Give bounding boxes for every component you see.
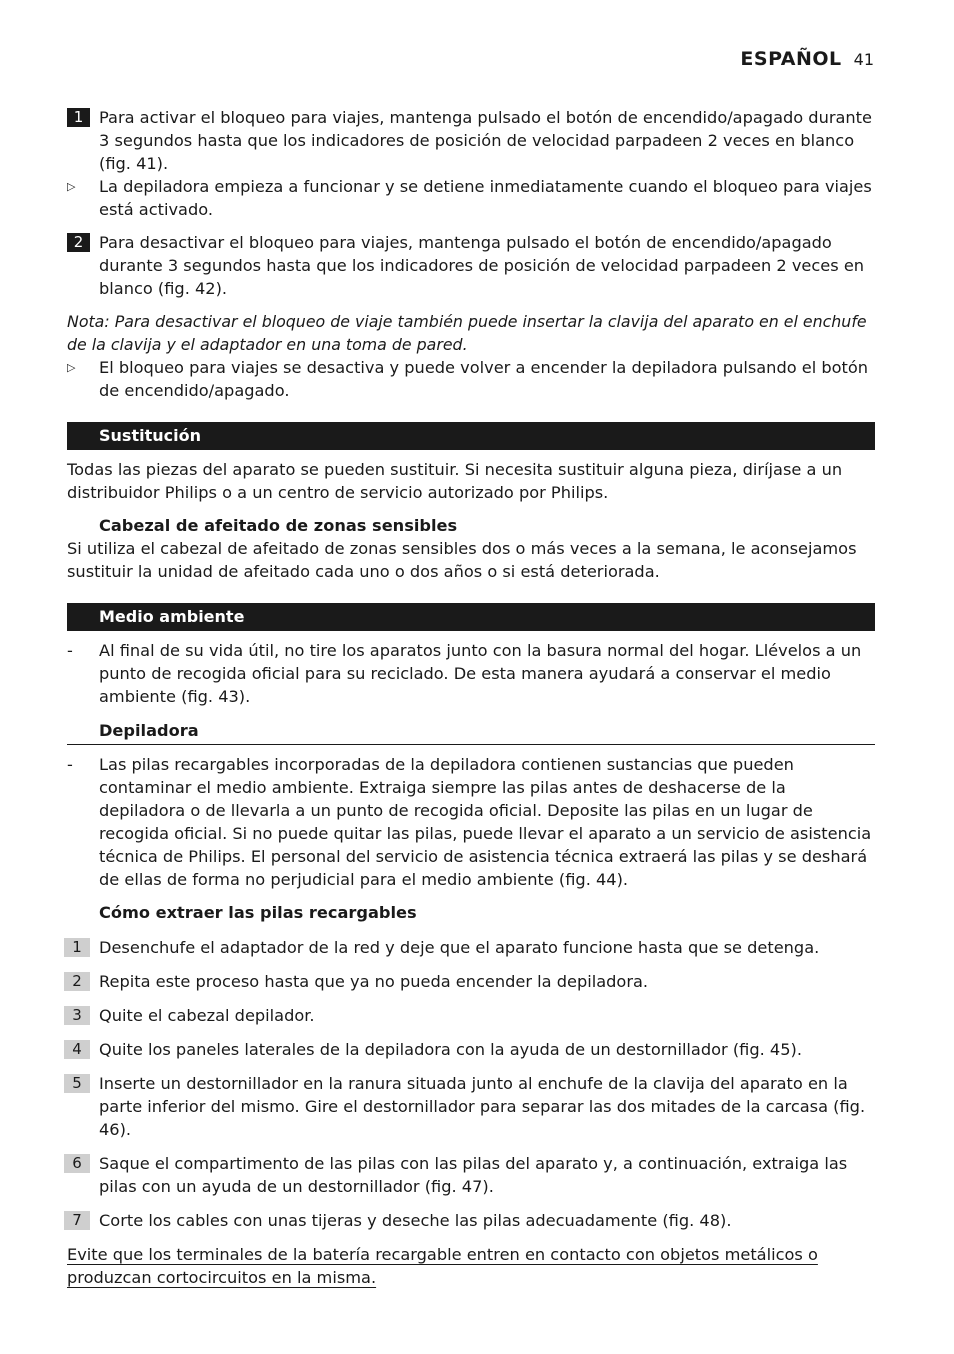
page-content [67, 106, 875, 1289]
step-text: Corte los cables con unas tijeras y deseche las pilas adecuadamente (fig. 48). [99, 1211, 732, 1230]
step-text: Repita este proceso hasta que ya no pueda encender la depiladora. [99, 972, 649, 991]
step-text: Para desactivar el bloqueo para viajes, mantenga pulsado el botón de encendido/apagado durante 3 segundos hasta que los indicadores de posición de velocidad parpadeen 2 veces en blanco (fig. 42). [99, 233, 865, 298]
cabezal-text: Si utiliza el cabezal de afeitado de zonas sensibles dos o más veces a la semana, le aconsejamos sustituir la unidad de afeitado cada uno o dos años o si está deteriorada. [67, 539, 857, 581]
step-text: Para activar el bloqueo para viajes, mantenga pulsado el botón de encendido/apagado durante 3 segundos hasta que los indicadores de posición de velocidad parpadeen 2 veces en blanco (fig. 41). [99, 108, 872, 173]
step-battery-6 [67, 1152, 875, 1198]
result-travel-lock-1 [67, 175, 875, 221]
page-header [740, 48, 874, 70]
step-battery-1 [67, 936, 875, 959]
subheading-cabezal: Cabezal de afeitado de zonas sensibles [99, 516, 458, 535]
subheading-depiladora: Depiladora [67, 719, 875, 745]
sustitucion-intro: Todas las piezas del aparato se pueden sustituir. Si necesita sustituir alguna pieza, diríjase a un distribuidor Philips o a un centro de servicio autorizado por Philips. [67, 460, 843, 502]
step-number: 4 [64, 1040, 90, 1059]
step-battery-4 [67, 1038, 875, 1061]
note-text: Nota: Para desactivar el bloqueo de viaje también puede insertar la clavija del aparato en el enchufe de la clavija y el adaptador en una toma de pared. [67, 312, 867, 354]
step-battery-3 [67, 1004, 875, 1027]
language-label: ESPAÑOL [740, 48, 842, 70]
step-text: Quite los paneles laterales de la depiladora con la ayuda de un destornillador (fig. 45). [99, 1040, 802, 1059]
step-battery-2 [67, 970, 875, 993]
step-text: Quite el cabezal depilador. [99, 1006, 315, 1025]
step-number: 2 [67, 233, 90, 252]
warning-text: Evite que los terminales de la batería recargable entren en contacto con objetos metálicos o produzcan cortocircuitos en la misma. [67, 1245, 818, 1287]
step-battery-7 [67, 1209, 875, 1232]
result-text: La depiladora empieza a funcionar y se detiene inmediatamente cuando el bloqueo para viajes está activado. [99, 177, 872, 219]
step-number: 3 [64, 1006, 90, 1025]
step-text: Inserte un destornillador en la ranura situada junto al enchufe de la clavija del aparato en la parte inferior del mismo. Gire el destornillador para separar las dos mitades de la carcasa (fig. 46). [99, 1074, 866, 1139]
step-number: 7 [64, 1211, 90, 1230]
list-item-text: Al final de su vida útil, no tire los aparatos junto con la basura normal del hogar. Llévelos a un punto de recogida oficial para su reciclado. De esta manera ayudará a conservar el medio ambiente (fig. 43). [99, 641, 862, 706]
section-heading-sustitucion: Sustitución [67, 422, 875, 450]
step-number: 1 [64, 938, 90, 957]
dash-marker: - [67, 641, 73, 660]
result-travel-lock-2 [67, 356, 875, 402]
list-item-text: Las pilas recargables incorporadas de la depiladora contienen sustancias que pueden contaminar el medio ambiente. Extraiga siempre las pilas antes de deshacerse de la depiladora o de llevarla a un punto de recogida oficial. Deposite las pilas en un lugar de recogida oficial. Si no puede quitar las pilas, puede llevar el aparato a un servicio de asistencia técnica de Philips. El personal del servicio de asistencia técnica extraerá las pilas y se deshará de ellas de forma no perjudicial para el medio ambiente (fig. 44). [99, 755, 872, 889]
list-item-reciclado [67, 639, 875, 708]
step-number: 5 [64, 1074, 90, 1093]
result-text: El bloqueo para viajes se desactiva y puede volver a encender la depiladora pulsando el botón de encendido/apagado. [99, 358, 869, 400]
step-number: 1 [67, 108, 90, 127]
triangle-bullet-icon: ▷ [67, 361, 76, 374]
step-text: Saque el compartimento de las pilas con las pilas del aparato y, a continuación, extraiga las pilas con un ayuda de un destornillador (fig. 47). [99, 1154, 848, 1196]
step-number: 2 [64, 972, 90, 991]
triangle-bullet-icon: ▷ [67, 180, 76, 193]
dash-marker: - [67, 755, 73, 774]
step-number: 6 [64, 1154, 90, 1173]
section-heading-medio-ambiente: Medio ambiente [67, 603, 875, 631]
step-travel-lock-2 [67, 231, 875, 300]
subheading-extraer-pilas: Cómo extraer las pilas recargables [99, 903, 417, 922]
step-battery-5 [67, 1072, 875, 1141]
step-travel-lock-1 [67, 106, 875, 175]
list-item-pilas [67, 753, 875, 891]
page-number: 41 [853, 50, 874, 69]
step-text: Desenchufe el adaptador de la red y deje que el aparato funcione hasta que se detenga. [99, 938, 820, 957]
